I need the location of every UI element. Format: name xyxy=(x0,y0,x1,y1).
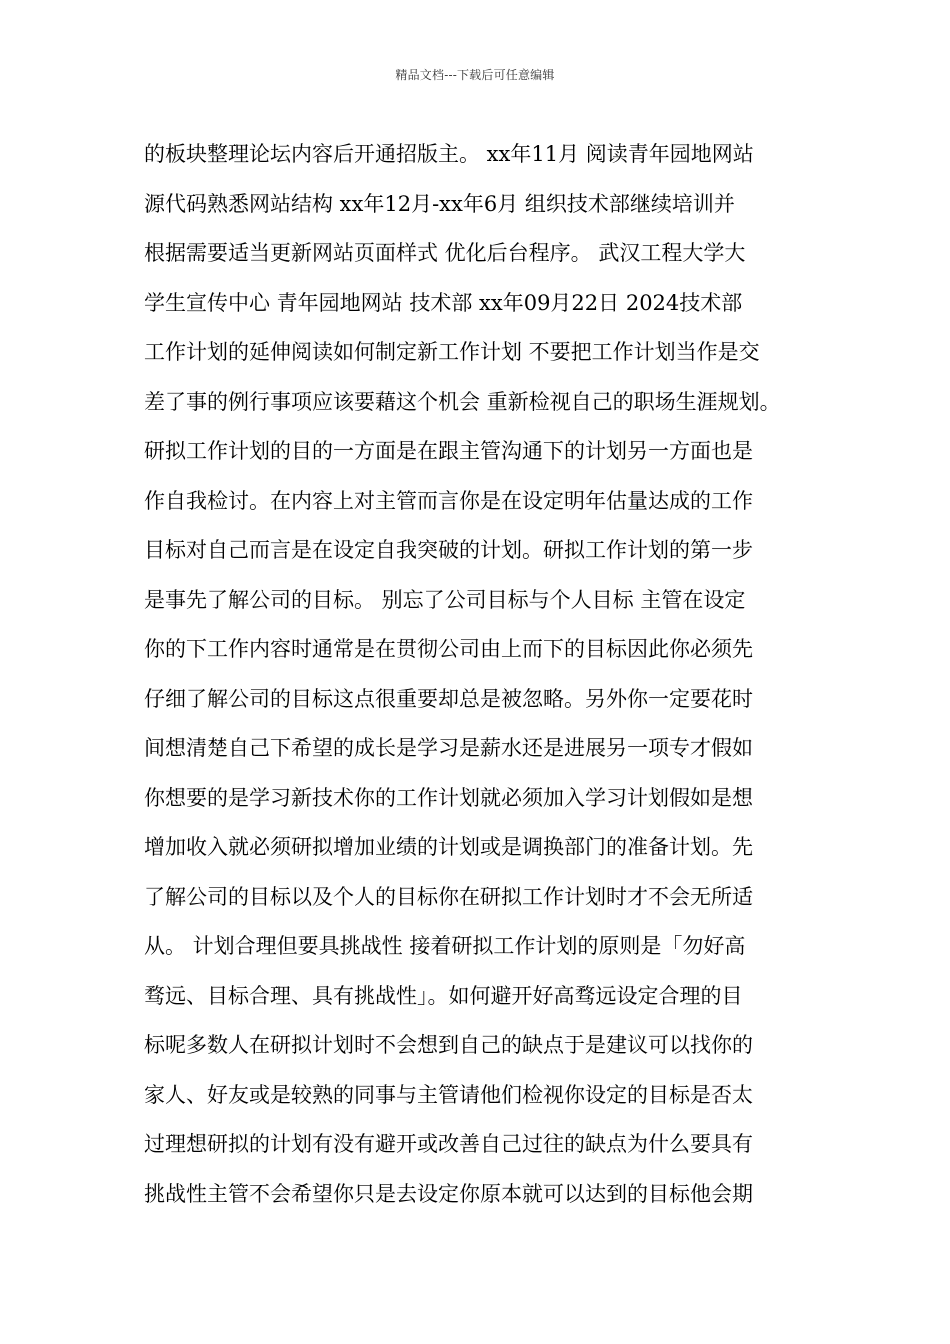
body-text xyxy=(144,130,844,1219)
text-line: 作自我检讨。在内容上对主管而言你是在设定明年估量达成的工作 xyxy=(144,488,753,513)
text-line: 标呢多数人在研拟计划时不会想到自己的缺点于是建议可以找你的 xyxy=(144,1033,753,1057)
text-line: 目标对自己而言是在设定自我突破的计划。研拟工作计划的第一步 xyxy=(144,538,753,562)
text-line: 的板块整理论坛内容后开通招版主。 xx年11月 阅读青年园地网站 xyxy=(144,142,754,166)
text-line: 研拟工作计划的目的一方面是在跟主管沟通下的计划另一方面也是 xyxy=(144,439,753,463)
text-line: 是事先了解公司的目标。 别忘了公司目标与个人目标 主管在设定 xyxy=(144,587,746,612)
text-line: 你想要的是学习新技术你的工作计划就必须加入学习计划假如是想 xyxy=(144,785,753,810)
text-line: 了解公司的目标以及个人的目标你在研拟工作计划时才不会无所适 xyxy=(144,884,753,909)
text-line: 挑战性主管不会希望你只是去设定你原本就可以达到的目标他会期 xyxy=(144,1181,753,1206)
header-note: 精品文档---下载后可任意编辑 xyxy=(395,68,555,82)
text-line: 增加收入就必须研拟增加业绩的计划或是调换部门的准备计划。先 xyxy=(144,835,753,859)
text-line: 骛远、目标合理、具有挑战性」。如何避开好高骛远设定合理的目 xyxy=(144,983,743,1008)
text-line: 家人、好友或是较熟的同事与主管请他们检视你设定的目标是否太 xyxy=(144,1082,753,1107)
text-line: 从。 计划合理但要具挑战性 接着研拟工作计划的原则是「勿好高 xyxy=(144,934,746,958)
text-line: 工作计划的延伸阅读如何制定新工作计划 不要把工作计划当作是交 xyxy=(144,340,760,364)
text-line: 你的下工作内容时通常是在贯彻公司由上而下的目标因此你必须先 xyxy=(144,637,753,661)
text-line: 间想清楚自己下希望的成长是学习是薪水还是进展另一项专才假如 xyxy=(144,736,753,760)
text-line: 差了事的例行事项应该要藉这个机会 重新检视自己的职场生涯规划。 xyxy=(144,389,781,414)
text-line: 仔细了解公司的目标这点很重要却总是被忽略。另外你一定要花时 xyxy=(144,686,753,711)
text-line: 过理想研拟的计划有没有避开或改善自己过往的缺点为什么要具有 xyxy=(144,1132,753,1156)
text-line: 源代码熟悉网站结构 xx年12月-xx年6月 组织技术部继续培训并 xyxy=(144,191,735,216)
text-line: 学生宣传中心 青年园地网站 技术部 xx年09月22日 2024技术部 xyxy=(144,290,743,315)
text-line: 根据需要适当更新网站页面样式 优化后台程序。 武汉工程大学大 xyxy=(144,241,746,265)
